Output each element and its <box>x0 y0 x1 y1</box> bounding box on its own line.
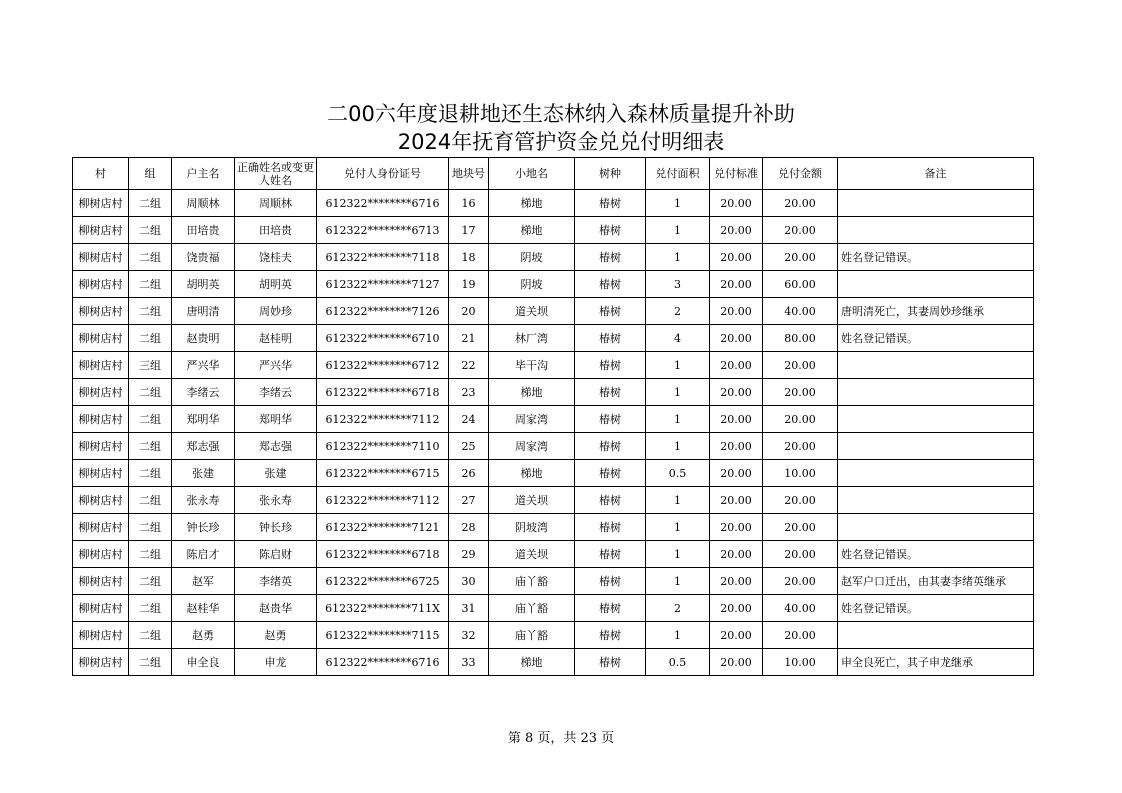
cell-standard: 20.00 <box>710 298 763 325</box>
cell-standard: 20.00 <box>710 514 763 541</box>
cell-tree-species: 椿树 <box>575 460 646 487</box>
cell-remark: 赵军户口迁出，由其妻李绪英继承 <box>838 568 1034 595</box>
cell-area: 3 <box>646 271 710 298</box>
cell-group: 二组 <box>129 595 172 622</box>
header-id-number: 兑付人身份证号 <box>317 158 449 190</box>
cell-householder: 唐明清 <box>172 298 235 325</box>
cell-place-name: 林厂湾 <box>489 325 575 352</box>
cell-tree-species: 椿树 <box>575 649 646 676</box>
cell-tree-species: 椿树 <box>575 406 646 433</box>
cell-id-number: 612322********7126 <box>317 298 449 325</box>
cell-remark: 申全良死亡，其子申龙继承 <box>838 649 1034 676</box>
header-householder: 户主名 <box>172 158 235 190</box>
cell-area: 2 <box>646 298 710 325</box>
cell-correct-name: 申龙 <box>235 649 317 676</box>
cell-area: 1 <box>646 514 710 541</box>
table-row <box>73 595 1034 622</box>
cell-amount: 20.00 <box>763 244 838 271</box>
table-row <box>73 460 1034 487</box>
cell-amount: 20.00 <box>763 217 838 244</box>
cell-remark: 姓名登记错误。 <box>838 595 1034 622</box>
cell-householder: 严兴华 <box>172 352 235 379</box>
table-row <box>73 217 1034 244</box>
cell-householder: 赵军 <box>172 568 235 595</box>
cell-remark: 姓名登记错误。 <box>838 244 1034 271</box>
cell-place-name: 阴坡 <box>489 244 575 271</box>
table-row <box>73 433 1034 460</box>
cell-group: 二组 <box>129 271 172 298</box>
cell-plot-number: 28 <box>449 514 489 541</box>
cell-plot-number: 20 <box>449 298 489 325</box>
cell-tree-species: 椿树 <box>575 622 646 649</box>
table-row <box>73 244 1034 271</box>
cell-standard: 20.00 <box>710 568 763 595</box>
cell-remark <box>838 433 1034 460</box>
cell-group: 二组 <box>129 541 172 568</box>
cell-amount: 20.00 <box>763 622 838 649</box>
cell-id-number: 612322********7127 <box>317 271 449 298</box>
cell-id-number: 612322********7112 <box>317 406 449 433</box>
cell-tree-species: 椿树 <box>575 541 646 568</box>
cell-remark: 姓名登记错误。 <box>838 541 1034 568</box>
cell-remark <box>838 514 1034 541</box>
cell-plot-number: 16 <box>449 190 489 217</box>
cell-area: 0.5 <box>646 460 710 487</box>
cell-amount: 10.00 <box>763 649 838 676</box>
cell-id-number: 612322********711X <box>317 595 449 622</box>
cell-group: 二组 <box>129 433 172 460</box>
cell-amount: 20.00 <box>763 406 838 433</box>
cell-tree-species: 椿树 <box>575 325 646 352</box>
cell-tree-species: 椿树 <box>575 379 646 406</box>
table-row <box>73 379 1034 406</box>
cell-amount: 20.00 <box>763 379 838 406</box>
page-footer: 第 8 页，共 23 页 <box>507 731 615 746</box>
header-correct-name: 正确姓名或变更人姓名 <box>235 158 317 190</box>
cell-amount: 40.00 <box>763 298 838 325</box>
cell-correct-name: 张永寿 <box>235 487 317 514</box>
cell-place-name: 道关坝 <box>489 487 575 514</box>
cell-amount: 20.00 <box>763 190 838 217</box>
table-row <box>73 541 1034 568</box>
cell-id-number: 612322********7110 <box>317 433 449 460</box>
cell-village: 柳树店村 <box>73 352 129 379</box>
cell-remark <box>838 379 1034 406</box>
cell-plot-number: 29 <box>449 541 489 568</box>
cell-area: 4 <box>646 325 710 352</box>
cell-standard: 20.00 <box>710 622 763 649</box>
cell-tree-species: 椿树 <box>575 271 646 298</box>
cell-plot-number: 27 <box>449 487 489 514</box>
cell-householder: 赵桂华 <box>172 595 235 622</box>
cell-id-number: 612322********7118 <box>317 244 449 271</box>
cell-place-name: 庙丫豁 <box>489 568 575 595</box>
cell-group: 二组 <box>129 217 172 244</box>
cell-correct-name: 胡明英 <box>235 271 317 298</box>
payment-detail-table <box>72 157 1034 676</box>
cell-village: 柳树店村 <box>73 406 129 433</box>
cell-village: 柳树店村 <box>73 379 129 406</box>
cell-place-name: 道关坝 <box>489 541 575 568</box>
cell-id-number: 612322********6710 <box>317 325 449 352</box>
cell-correct-name: 田培贵 <box>235 217 317 244</box>
header-row <box>73 158 1034 190</box>
cell-id-number: 612322********7115 <box>317 622 449 649</box>
cell-remark <box>838 487 1034 514</box>
cell-village: 柳树店村 <box>73 568 129 595</box>
cell-householder: 郑志强 <box>172 433 235 460</box>
cell-standard: 20.00 <box>710 217 763 244</box>
cell-tree-species: 椿树 <box>575 190 646 217</box>
cell-village: 柳树店村 <box>73 541 129 568</box>
header-group: 组 <box>129 158 172 190</box>
cell-plot-number: 18 <box>449 244 489 271</box>
cell-standard: 20.00 <box>710 379 763 406</box>
cell-householder: 胡明英 <box>172 271 235 298</box>
cell-id-number: 612322********6713 <box>317 217 449 244</box>
cell-tree-species: 椿树 <box>575 487 646 514</box>
cell-village: 柳树店村 <box>73 487 129 514</box>
cell-standard: 20.00 <box>710 325 763 352</box>
title-line-2: 2024年抚育管护资金兑兑付明细表 <box>397 130 725 154</box>
cell-plot-number: 23 <box>449 379 489 406</box>
cell-tree-species: 椿树 <box>575 217 646 244</box>
cell-group: 二组 <box>129 649 172 676</box>
cell-id-number: 612322********6725 <box>317 568 449 595</box>
cell-correct-name: 李绪云 <box>235 379 317 406</box>
cell-area: 1 <box>646 244 710 271</box>
cell-place-name: 梯地 <box>489 649 575 676</box>
cell-correct-name: 钟长珍 <box>235 514 317 541</box>
cell-amount: 80.00 <box>763 325 838 352</box>
cell-householder: 陈启才 <box>172 541 235 568</box>
cell-amount: 20.00 <box>763 541 838 568</box>
cell-amount: 10.00 <box>763 460 838 487</box>
cell-area: 1 <box>646 379 710 406</box>
cell-place-name: 庙丫豁 <box>489 595 575 622</box>
cell-place-name: 庙丫豁 <box>489 622 575 649</box>
header-plot-number: 地块号 <box>449 158 489 190</box>
cell-place-name: 梯地 <box>489 190 575 217</box>
cell-standard: 20.00 <box>710 460 763 487</box>
table-row <box>73 406 1034 433</box>
cell-standard: 20.00 <box>710 433 763 460</box>
cell-area: 1 <box>646 190 710 217</box>
cell-group: 三组 <box>129 352 172 379</box>
header-tree-species: 树种 <box>575 158 646 190</box>
cell-plot-number: 21 <box>449 325 489 352</box>
cell-correct-name: 陈启财 <box>235 541 317 568</box>
cell-place-name: 道关坝 <box>489 298 575 325</box>
header-area: 兑付面积 <box>646 158 710 190</box>
cell-householder: 田培贵 <box>172 217 235 244</box>
cell-group: 二组 <box>129 460 172 487</box>
cell-group: 二组 <box>129 190 172 217</box>
cell-village: 柳树店村 <box>73 271 129 298</box>
cell-correct-name: 严兴华 <box>235 352 317 379</box>
cell-standard: 20.00 <box>710 352 763 379</box>
cell-tree-species: 椿树 <box>575 244 646 271</box>
cell-village: 柳树店村 <box>73 298 129 325</box>
cell-area: 1 <box>646 622 710 649</box>
cell-remark <box>838 622 1034 649</box>
cell-plot-number: 33 <box>449 649 489 676</box>
cell-tree-species: 椿树 <box>575 433 646 460</box>
cell-id-number: 612322********6718 <box>317 379 449 406</box>
cell-area: 1 <box>646 217 710 244</box>
cell-place-name: 毕干沟 <box>489 352 575 379</box>
cell-group: 二组 <box>129 487 172 514</box>
cell-householder: 周顺林 <box>172 190 235 217</box>
cell-remark: 唐明清死亡，其妻周妙珍继承 <box>838 298 1034 325</box>
cell-correct-name: 张建 <box>235 460 317 487</box>
cell-correct-name: 李绪英 <box>235 568 317 595</box>
cell-group: 二组 <box>129 379 172 406</box>
cell-place-name: 周家湾 <box>489 406 575 433</box>
cell-standard: 20.00 <box>710 595 763 622</box>
cell-plot-number: 22 <box>449 352 489 379</box>
cell-remark <box>838 217 1034 244</box>
cell-id-number: 612322********6715 <box>317 460 449 487</box>
table-row <box>73 352 1034 379</box>
cell-plot-number: 24 <box>449 406 489 433</box>
cell-householder: 赵贵明 <box>172 325 235 352</box>
header-remark: 备注 <box>838 158 1034 190</box>
cell-plot-number: 31 <box>449 595 489 622</box>
table-row <box>73 298 1034 325</box>
cell-amount: 20.00 <box>763 514 838 541</box>
cell-area: 1 <box>646 568 710 595</box>
cell-householder: 张建 <box>172 460 235 487</box>
cell-amount: 20.00 <box>763 433 838 460</box>
cell-group: 二组 <box>129 244 172 271</box>
header-standard: 兑付标准 <box>710 158 763 190</box>
cell-village: 柳树店村 <box>73 433 129 460</box>
header-amount: 兑付金额 <box>763 158 838 190</box>
cell-village: 柳树店村 <box>73 649 129 676</box>
cell-place-name: 周家湾 <box>489 433 575 460</box>
cell-correct-name: 赵贵华 <box>235 595 317 622</box>
cell-amount: 20.00 <box>763 568 838 595</box>
cell-village: 柳树店村 <box>73 514 129 541</box>
cell-area: 1 <box>646 487 710 514</box>
cell-id-number: 612322********6716 <box>317 190 449 217</box>
cell-standard: 20.00 <box>710 244 763 271</box>
cell-place-name: 阴坡 <box>489 271 575 298</box>
cell-place-name: 梯地 <box>489 460 575 487</box>
cell-correct-name: 赵勇 <box>235 622 317 649</box>
cell-plot-number: 32 <box>449 622 489 649</box>
cell-place-name: 梯地 <box>489 379 575 406</box>
cell-householder: 张永寿 <box>172 487 235 514</box>
cell-amount: 60.00 <box>763 271 838 298</box>
cell-standard: 20.00 <box>710 190 763 217</box>
title-line-1: 二00六年度退耕地还生态林纳入森林质量提升补助 <box>327 102 795 126</box>
cell-remark <box>838 460 1034 487</box>
cell-tree-species: 椿树 <box>575 298 646 325</box>
table-row <box>73 271 1034 298</box>
cell-correct-name: 饶桂夫 <box>235 244 317 271</box>
cell-group: 二组 <box>129 325 172 352</box>
cell-standard: 20.00 <box>710 406 763 433</box>
cell-id-number: 612322********6718 <box>317 541 449 568</box>
cell-standard: 20.00 <box>710 649 763 676</box>
cell-place-name: 梯地 <box>489 217 575 244</box>
cell-village: 柳树店村 <box>73 190 129 217</box>
cell-tree-species: 椿树 <box>575 568 646 595</box>
table-row <box>73 622 1034 649</box>
cell-group: 二组 <box>129 568 172 595</box>
cell-standard: 20.00 <box>710 487 763 514</box>
cell-householder: 赵勇 <box>172 622 235 649</box>
cell-amount: 20.00 <box>763 487 838 514</box>
cell-area: 1 <box>646 352 710 379</box>
table-row <box>73 325 1034 352</box>
cell-group: 二组 <box>129 406 172 433</box>
cell-village: 柳树店村 <box>73 244 129 271</box>
table-row <box>73 514 1034 541</box>
cell-plot-number: 30 <box>449 568 489 595</box>
cell-area: 2 <box>646 595 710 622</box>
table-row <box>73 568 1034 595</box>
cell-plot-number: 26 <box>449 460 489 487</box>
cell-area: 0.5 <box>646 649 710 676</box>
cell-standard: 20.00 <box>710 541 763 568</box>
cell-village: 柳树店村 <box>73 217 129 244</box>
cell-id-number: 612322********6716 <box>317 649 449 676</box>
cell-householder: 钟长珍 <box>172 514 235 541</box>
cell-householder: 郑明华 <box>172 406 235 433</box>
cell-village: 柳树店村 <box>73 622 129 649</box>
cell-remark <box>838 406 1034 433</box>
cell-area: 1 <box>646 433 710 460</box>
cell-remark <box>838 352 1034 379</box>
cell-plot-number: 25 <box>449 433 489 460</box>
cell-village: 柳树店村 <box>73 595 129 622</box>
cell-householder: 李绪云 <box>172 379 235 406</box>
cell-plot-number: 17 <box>449 217 489 244</box>
cell-tree-species: 椿树 <box>575 595 646 622</box>
table-row <box>73 487 1034 514</box>
table-row <box>73 190 1034 217</box>
cell-correct-name: 周顺林 <box>235 190 317 217</box>
table-row <box>73 649 1034 676</box>
cell-id-number: 612322********6712 <box>317 352 449 379</box>
cell-group: 二组 <box>129 298 172 325</box>
header-village: 村 <box>73 158 129 190</box>
cell-amount: 40.00 <box>763 595 838 622</box>
cell-correct-name: 赵桂明 <box>235 325 317 352</box>
cell-tree-species: 椿树 <box>575 352 646 379</box>
cell-area: 1 <box>646 541 710 568</box>
cell-id-number: 612322********7112 <box>317 487 449 514</box>
cell-place-name: 阴坡湾 <box>489 514 575 541</box>
cell-area: 1 <box>646 406 710 433</box>
cell-amount: 20.00 <box>763 352 838 379</box>
cell-group: 二组 <box>129 622 172 649</box>
cell-correct-name: 郑明华 <box>235 406 317 433</box>
cell-correct-name: 郑志强 <box>235 433 317 460</box>
cell-standard: 20.00 <box>710 271 763 298</box>
cell-remark <box>838 190 1034 217</box>
cell-plot-number: 19 <box>449 271 489 298</box>
cell-householder: 饶贵福 <box>172 244 235 271</box>
cell-remark: 姓名登记错误。 <box>838 325 1034 352</box>
cell-id-number: 612322********7121 <box>317 514 449 541</box>
cell-village: 柳树店村 <box>73 325 129 352</box>
cell-correct-name: 周妙珍 <box>235 298 317 325</box>
cell-village: 柳树店村 <box>73 460 129 487</box>
cell-group: 二组 <box>129 514 172 541</box>
cell-householder: 申全良 <box>172 649 235 676</box>
header-place-name: 小地名 <box>489 158 575 190</box>
cell-tree-species: 椿树 <box>575 514 646 541</box>
cell-remark <box>838 271 1034 298</box>
